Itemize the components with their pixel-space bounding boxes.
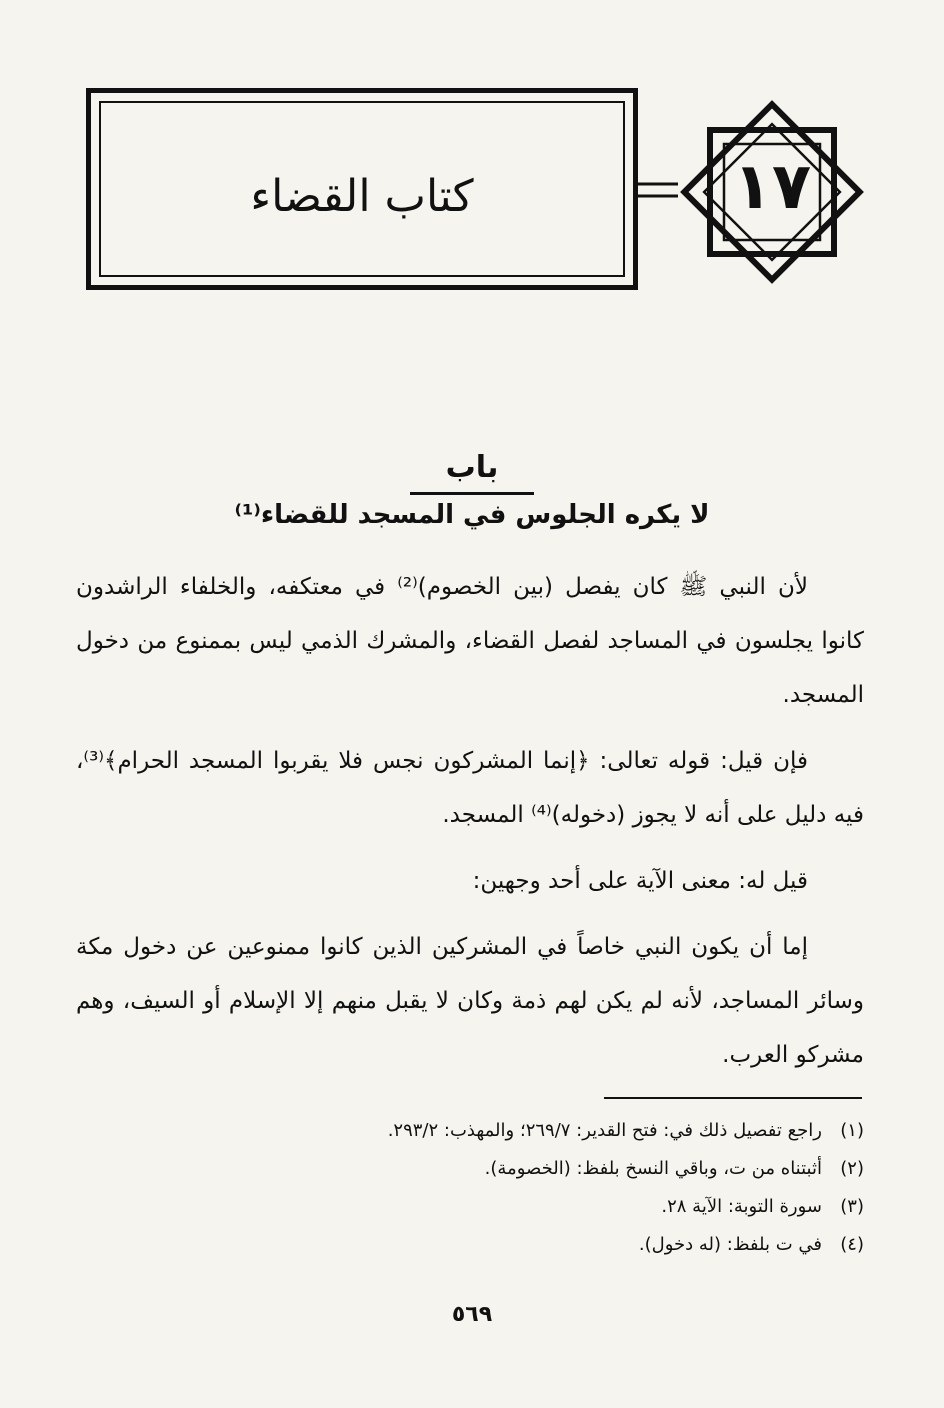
footnote-number: (٣) bbox=[840, 1196, 864, 1217]
footnote bbox=[76, 1188, 864, 1226]
paragraph: لأن النبي ﷺ كان يفصل (بين الخصوم)⁽²⁾ في معتكفه، والخلفاء الراشدون كانوا يجلسون في المساجد لفصل القضاء، والمشرك الذمي ليس بممنوع من دخول المسجد. bbox=[76, 574, 864, 708]
page-number: ٥٦٩ bbox=[451, 1302, 493, 1327]
section-underline bbox=[410, 492, 534, 495]
footnote-separator bbox=[604, 1097, 862, 1099]
chapter-star-emblem bbox=[672, 92, 872, 292]
title-banner bbox=[86, 88, 638, 290]
footnote-text: سورة التوبة: الآية ٢٨. bbox=[661, 1196, 822, 1217]
footnote-number: (٢) bbox=[840, 1158, 864, 1179]
section-title: لا يكره الجلوس في المسجد للقضاء⁽¹⁾ bbox=[234, 500, 710, 530]
chapter-number: ١٧ bbox=[732, 150, 812, 224]
book-title: كتاب القضاء bbox=[250, 171, 474, 222]
footnote-number: (٤) bbox=[840, 1234, 864, 1255]
footnote bbox=[76, 1112, 864, 1150]
footnotes bbox=[76, 1112, 864, 1264]
footnote bbox=[76, 1150, 864, 1188]
body-text bbox=[76, 560, 864, 1094]
footnote bbox=[76, 1226, 864, 1264]
paragraph: فإن قيل: قوله تعالى: ﴿إنما المشركون نجس فلا يقربوا المسجد الحرام﴾⁽³⁾، فيه دليل على أنه لا يجوز (دخوله)⁽⁴⁾ المسجد. bbox=[76, 748, 864, 828]
footnote-number: (١) bbox=[840, 1120, 864, 1141]
paragraph: قيل له: معنى الآية على أحد وجهين: bbox=[472, 868, 808, 894]
footnote-text: أثبتناه من ت، وباقي النسخ بلفظ: (الخصومة). bbox=[484, 1158, 822, 1179]
footnote-text: راجع تفصيل ذلك في: فتح القدير: ٢٦٩/٧؛ والمهذب: ٢٩٣/٢. bbox=[387, 1120, 822, 1141]
paragraph: إما أن يكون النبي خاصاً في المشركين الذين كانوا ممنوعين عن دخول مكة وسائر المساجد، لأنه لم يكن لهم ذمة وكان لا يقبل منهم إلا الإسلام أو السيف، وهم مشركو العرب. bbox=[76, 934, 864, 1068]
section-label: باب bbox=[445, 450, 499, 485]
footnote-text: في ت بلفظ: (له دخول). bbox=[638, 1234, 822, 1255]
